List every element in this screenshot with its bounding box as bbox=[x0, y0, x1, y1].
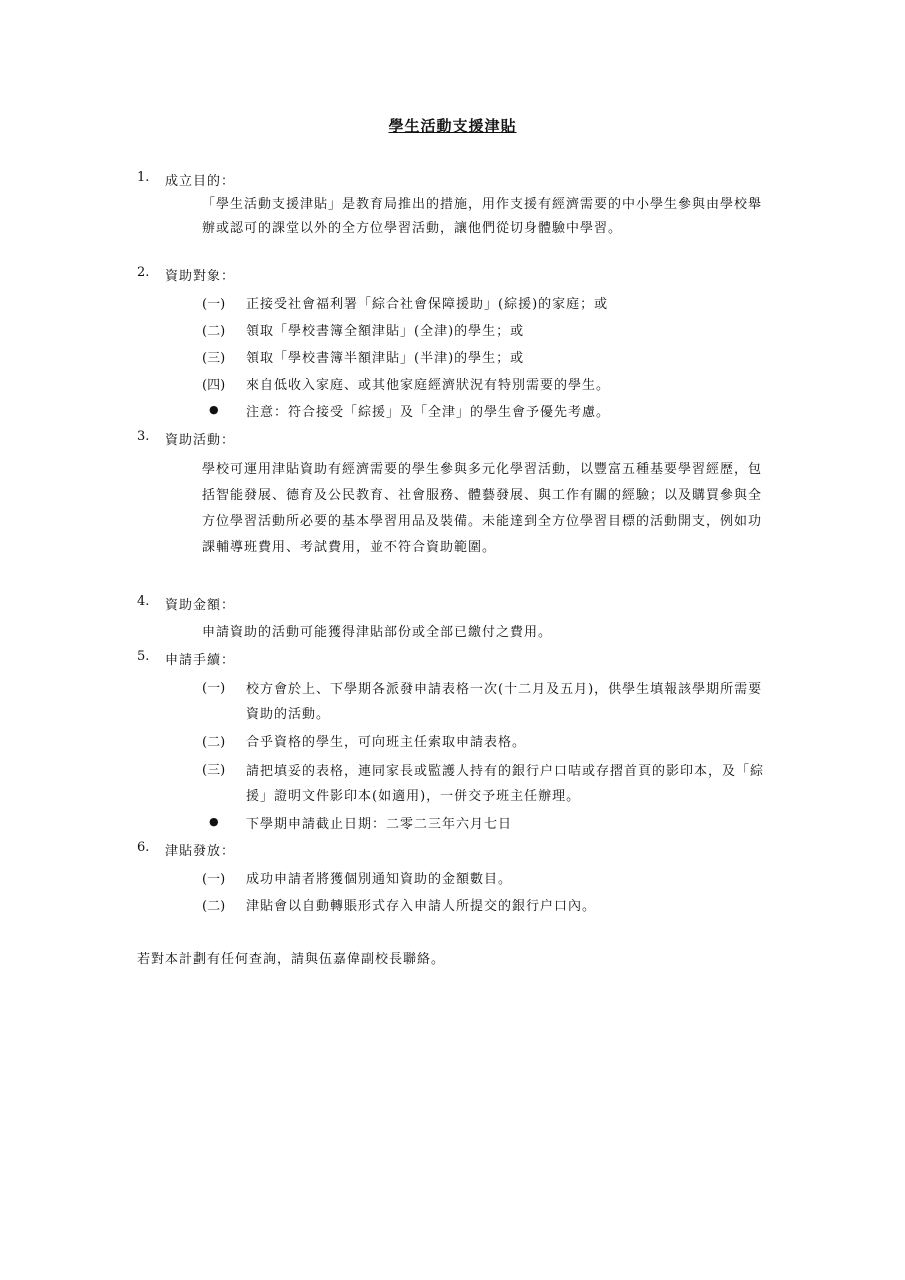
section-6-item-1-label: (一) bbox=[202, 872, 226, 887]
section-6-heading: 津貼發放： bbox=[165, 844, 236, 859]
section-5-note-bullet: ● bbox=[209, 815, 219, 828]
section-2-item-3-label: (三) bbox=[202, 351, 226, 366]
section-5-item-2-text: 合乎資格的學生，可向班主任索取申請表格。 bbox=[246, 735, 527, 750]
section-1-body: 「學生活動支援津貼」是教育局推出的措施，用作支援有經濟需要的中小學生參與由學校舉辦或認可的課堂以外的全方位學習活動，讓他們從切身體驗中學習。 bbox=[202, 197, 763, 236]
section-1-heading: 成立目的： bbox=[165, 174, 236, 189]
section-5-heading: 申請手續： bbox=[165, 653, 236, 668]
section-4-body: 申請資助的活動可能獲得津貼部份或全部已繳付之費用。 bbox=[202, 625, 553, 640]
section-5-note: 下學期申請截止日期：二零二三年六月七日 bbox=[246, 817, 513, 832]
section-3-number: 3. bbox=[137, 429, 150, 444]
section-6-number: 6. bbox=[137, 840, 150, 855]
section-2-item-2-text: 領取「學校書簿全額津貼」(全津)的學生；或 bbox=[246, 324, 525, 339]
section-2-note-bullet: ● bbox=[209, 403, 219, 416]
section-5-item-3-text: 請把填妥的表格，連同家長或監護人持有的銀行户口咭或存摺首頁的影印本，及「綜援」證明文件影印本(如適用)，一併交予班主任辦理。 bbox=[246, 764, 765, 804]
section-2-item-4-label: (四) bbox=[202, 378, 226, 393]
section-3-heading: 資助活動： bbox=[165, 433, 236, 448]
section-2-item-1-text: 正接受社會福利署「綜合社會保障援助」(綜援)的家庭；或 bbox=[246, 297, 609, 312]
section-6-item-2-text: 津貼會以自動轉賬形式存入申請人所提交的銀行户口內。 bbox=[246, 899, 597, 914]
section-5-item-3-label: (三) bbox=[202, 763, 226, 778]
section-5-number: 5. bbox=[137, 649, 150, 664]
section-5-item-1-label: (一) bbox=[202, 681, 226, 696]
section-2-note: 注意：符合接受「綜援」及「全津」的學生會予優先考慮。 bbox=[246, 405, 611, 420]
section-2-number: 2. bbox=[137, 265, 150, 280]
section-2-item-4-text: 來自低收入家庭、或其他家庭經濟狀況有特別需要的學生。 bbox=[246, 378, 611, 393]
contact-footer: 若對本計劃有任何查詢，請與伍嘉偉副校長聯絡。 bbox=[137, 952, 446, 967]
section-3-body: 學校可運用津貼資助有經濟需要的學生參與多元化學習活動，以豐富五種基要學習經歷，包括智能發展、德育及公民教育、社會服務、體藝發展、與工作有關的經驗；以及購買參與全方位學習活動所必要的基本學習用品及裝備。未能達到全方位學習目標的活動開支，例如功課輔導班費用、考試費用，並不符合資助範圍。 bbox=[202, 462, 763, 555]
section-4-number: 4. bbox=[137, 594, 150, 609]
section-2-item-2-label: (二) bbox=[202, 324, 226, 339]
section-1-number: 1. bbox=[137, 170, 150, 185]
section-6-item-2-label: (二) bbox=[202, 899, 226, 914]
section-4-heading: 資助金額： bbox=[165, 598, 236, 613]
section-5-item-1-text: 校方會於上、下學期各派發申請表格一次(十二月及五月)，供學生填報該學期所需要資助的活動。 bbox=[246, 682, 763, 722]
section-5-item-2-label: (二) bbox=[202, 735, 226, 750]
section-2-heading: 資助對象： bbox=[165, 269, 236, 284]
document-title: 學生活動支援津貼 bbox=[388, 117, 517, 135]
section-2-item-3-text: 領取「學校書簿半額津貼」(半津)的學生；或 bbox=[246, 351, 525, 366]
section-6-item-1-text: 成功申請者將獲個別通知資助的金額數目。 bbox=[246, 872, 513, 887]
section-2-item-1-label: (一) bbox=[202, 297, 226, 312]
